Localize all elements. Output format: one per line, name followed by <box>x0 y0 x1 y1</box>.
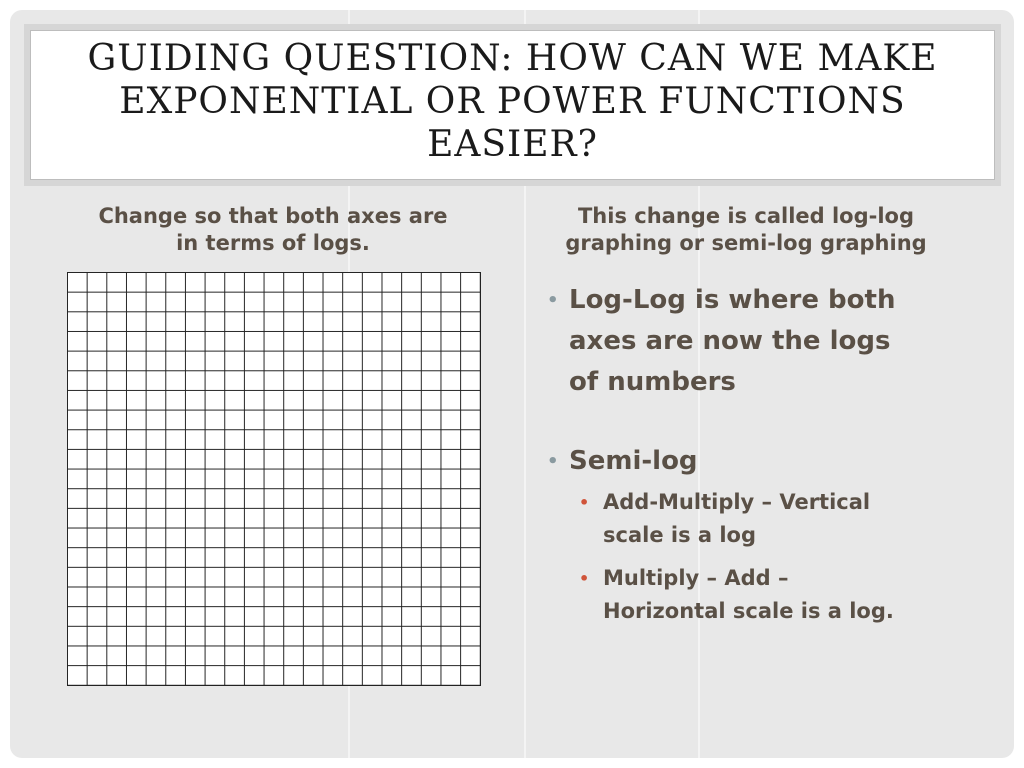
bullet-dot-icon: • <box>547 290 559 311</box>
bullet-list <box>545 280 975 638</box>
title-box <box>30 30 995 180</box>
title-line-2: EXPONENTIAL OR POWER FUNCTIONS <box>119 81 906 122</box>
sub-bullet-dot-icon: • <box>579 493 590 512</box>
spacer <box>545 403 975 441</box>
bullet-line: of numbers <box>569 367 736 397</box>
bullet-item-semi-log <box>545 441 975 628</box>
left-heading-line-2: in terms of logs. <box>176 231 370 255</box>
sub-bullet-line: Horizontal scale is a log. <box>603 599 894 623</box>
title-line-3: EASIER? <box>427 124 598 165</box>
bullet-item-log-log <box>545 280 975 403</box>
sub-bullet-line: Multiply – Add – <box>603 566 789 590</box>
left-heading-line-1: Change so that both axes are <box>98 204 448 228</box>
sub-bullet-multiply-add <box>579 562 975 628</box>
graph-paper-grid <box>67 272 481 686</box>
bullet-dot-icon: • <box>547 451 559 472</box>
sub-bullet-add-multiply <box>579 486 975 552</box>
slide-title <box>31 37 994 166</box>
bullet-text: Semi-log <box>569 446 698 476</box>
sub-bullet-dot-icon: • <box>579 569 590 588</box>
right-column-heading <box>528 203 964 257</box>
sub-bullet-list <box>569 486 975 628</box>
slide <box>10 10 1014 758</box>
bullet-line: Log-Log is where both <box>569 285 896 315</box>
left-column-heading <box>62 203 484 257</box>
right-heading-line-1: This change is called log-log <box>577 204 915 228</box>
title-line-1: GUIDING QUESTION: HOW CAN WE MAKE <box>87 38 938 79</box>
sub-bullet-line: Add-Multiply – Vertical <box>603 490 871 514</box>
sub-bullet-line: scale is a log <box>603 523 757 547</box>
bullet-line: axes are now the logs <box>569 326 891 356</box>
right-heading-line-2: graphing or semi-log graphing <box>565 231 927 255</box>
